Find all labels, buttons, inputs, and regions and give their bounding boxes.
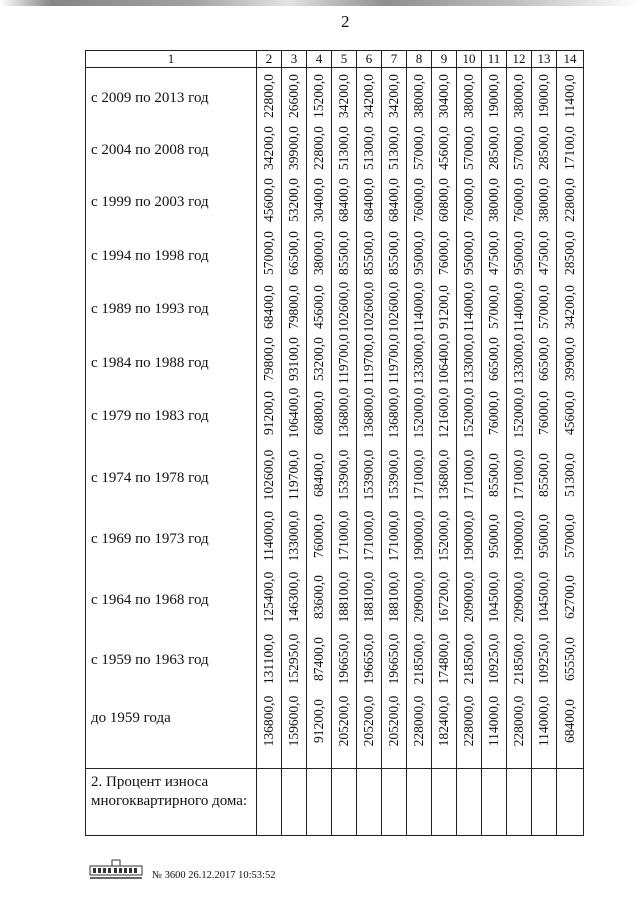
empty-cell: [257, 769, 282, 836]
header-cell: 9: [432, 51, 457, 68]
table-value: 85500,0: [361, 231, 376, 275]
value-column: [457, 68, 482, 769]
table-value: 28500,0: [486, 126, 501, 170]
table-value: 57000,0: [261, 231, 276, 275]
table-value: 28500,0: [562, 231, 577, 275]
empty-cell: [382, 769, 407, 836]
table-value: 136800,0: [261, 695, 276, 747]
table-value: 174800,0: [436, 633, 451, 685]
table-value: 153900,0: [386, 449, 401, 501]
value-column: [332, 68, 357, 769]
value-column: [307, 68, 332, 769]
table-value: 39900,0: [562, 337, 577, 381]
header-cell: 12: [507, 51, 532, 68]
table-value: 76000,0: [461, 178, 476, 222]
table-value: 114000,0: [411, 281, 426, 333]
table-value: 171000,0: [386, 510, 401, 562]
table-value: 182400,0: [436, 695, 451, 747]
table-value: 125400,0: [261, 571, 276, 623]
table-value: 119700,0: [286, 449, 301, 501]
empty-cell: [282, 769, 307, 836]
scan-artifact-line: [0, 0, 640, 6]
table-value: 190000,0: [511, 510, 526, 562]
table-value: 228000,0: [511, 695, 526, 747]
empty-cell: [357, 769, 382, 836]
page-number: 2: [341, 12, 350, 31]
empty-cell: [557, 769, 584, 836]
table-value: 152950,0: [286, 633, 301, 685]
table-value: 51300,0: [386, 126, 401, 170]
table-value: 22800,0: [311, 126, 326, 170]
table-value: 109250,0: [536, 633, 551, 685]
table-value: 93100,0: [286, 337, 301, 381]
table-value: 60800,0: [436, 178, 451, 222]
table-value: 106400,0: [436, 333, 451, 385]
table-value: 65550,0: [562, 637, 577, 681]
table-value: 76000,0: [436, 231, 451, 275]
table-value: 109250,0: [486, 633, 501, 685]
table-value: 76000,0: [536, 391, 551, 435]
table-value: 196650,0: [336, 633, 351, 685]
table-value: 38000,0: [486, 178, 501, 222]
table-value: 171000,0: [511, 449, 526, 501]
table-value: 85500,0: [386, 231, 401, 275]
table-value: 190000,0: [411, 510, 426, 562]
table-value: 30400,0: [311, 178, 326, 222]
header-cell: 14: [557, 51, 584, 68]
table-value: 119700,0: [361, 333, 376, 385]
table-value: 152000,0: [411, 387, 426, 439]
table-value: 34200,0: [361, 74, 376, 118]
table-value: 34200,0: [562, 285, 577, 329]
table-value: 114000,0: [261, 510, 276, 562]
table-value: 133000,0: [411, 333, 426, 385]
table-value: 68400,0: [311, 453, 326, 497]
header-cell: 3: [282, 51, 307, 68]
period-label: с 2009 по 2013 год: [91, 90, 209, 106]
empty-cell: [332, 769, 357, 836]
value-column: [432, 68, 457, 769]
table-value: 114000,0: [486, 695, 501, 747]
table-value: 205200,0: [386, 695, 401, 747]
table-value: 190000,0: [461, 510, 476, 562]
table-value: 153900,0: [361, 449, 376, 501]
value-column: [357, 68, 382, 769]
table-value: 38000,0: [461, 74, 476, 118]
table-value: 76000,0: [311, 514, 326, 558]
table-value: 76000,0: [486, 391, 501, 435]
table-value: 205200,0: [361, 695, 376, 747]
data-block-row: [86, 68, 584, 769]
table-value: 188100,0: [336, 571, 351, 623]
table-value: 133000,0: [461, 333, 476, 385]
table-value: 171000,0: [461, 449, 476, 501]
table-value: 11400,0: [562, 74, 577, 118]
period-label: с 1979 по 1983 год: [91, 408, 209, 424]
period-label: с 1964 по 1968 год: [91, 592, 209, 608]
table-value: 152000,0: [511, 387, 526, 439]
wear-percent-label-cell: [86, 769, 257, 836]
table-value: 119700,0: [336, 333, 351, 385]
table-value: 218500,0: [511, 633, 526, 685]
period-label: с 2004 по 2008 год: [91, 142, 209, 158]
table-value: 66500,0: [486, 337, 501, 381]
period-label: с 1959 по 1963 год: [91, 652, 209, 668]
period-label: с 1999 по 2003 год: [91, 194, 209, 210]
table-value: 38000,0: [511, 74, 526, 118]
table-value: 95000,0: [536, 514, 551, 558]
table-value: 95000,0: [486, 514, 501, 558]
table-value: 47500,0: [536, 231, 551, 275]
header-cell: 5: [332, 51, 357, 68]
table-value: 102600,0: [336, 281, 351, 333]
header-cell: 4: [307, 51, 332, 68]
table-value: 53200,0: [286, 178, 301, 222]
header-cell: 1: [86, 51, 257, 68]
wear-percent-label: 2. Процент износа многоквартирного дома:: [91, 774, 248, 809]
table-value: 38000,0: [411, 74, 426, 118]
table-value: 34200,0: [261, 126, 276, 170]
table-value: 119700,0: [386, 333, 401, 385]
table-value: 114000,0: [461, 281, 476, 333]
period-label: с 1969 по 1973 год: [91, 531, 209, 547]
header-cell: 6: [357, 51, 382, 68]
header-cell: 7: [382, 51, 407, 68]
period-label: с 1974 по 1978 год: [91, 470, 209, 486]
table-value: 68400,0: [261, 285, 276, 329]
value-column: [282, 68, 307, 769]
table-value: 91200,0: [436, 285, 451, 329]
table-value: 209000,0: [511, 571, 526, 623]
value-column: [557, 68, 584, 769]
period-label: с 1984 по 1988 год: [91, 355, 209, 371]
table-value: 133000,0: [286, 510, 301, 562]
empty-cell: [507, 769, 532, 836]
value-column: [407, 68, 432, 769]
empty-cell: [407, 769, 432, 836]
table-value: 76000,0: [411, 178, 426, 222]
header-cell: 11: [482, 51, 507, 68]
table-value: 95000,0: [461, 231, 476, 275]
table-value: 188100,0: [386, 571, 401, 623]
value-column: [257, 68, 282, 769]
table-value: 87400,0: [311, 637, 326, 681]
table-value: 106400,0: [286, 387, 301, 439]
table-value: 76000,0: [511, 178, 526, 222]
table-value: 85500,0: [536, 453, 551, 497]
header-cell: 2: [257, 51, 282, 68]
table-value: 131100,0: [261, 633, 276, 685]
table-value: 39900,0: [286, 126, 301, 170]
table-value: 153900,0: [336, 449, 351, 501]
table-value: 38000,0: [311, 231, 326, 275]
table-value: 57000,0: [461, 126, 476, 170]
table-value: 60800,0: [311, 391, 326, 435]
header-cell: 8: [407, 51, 432, 68]
wear-percent-row: [86, 769, 584, 836]
registry-stamp-logo: [88, 858, 144, 880]
table-value: 57000,0: [511, 126, 526, 170]
table-value: 205200,0: [336, 695, 351, 747]
table-value: 102600,0: [261, 449, 276, 501]
table-value: 68400,0: [386, 178, 401, 222]
table-value: 152000,0: [461, 387, 476, 439]
empty-cell: [457, 769, 482, 836]
period-label: с 1994 по 1998 год: [91, 248, 209, 264]
rates-table: [85, 50, 584, 836]
header-row: [86, 51, 584, 68]
table-value: 19000,0: [486, 74, 501, 118]
table-value: 79800,0: [261, 337, 276, 381]
table-value: 85500,0: [336, 231, 351, 275]
table-value: 30400,0: [436, 74, 451, 118]
table-value: 57000,0: [536, 285, 551, 329]
header-cell: 13: [532, 51, 557, 68]
table-value: 159600,0: [286, 695, 301, 747]
empty-cell: [432, 769, 457, 836]
value-column: [532, 68, 557, 769]
table-value: 171000,0: [336, 510, 351, 562]
table-value: 57000,0: [562, 514, 577, 558]
table-value: 19000,0: [536, 74, 551, 118]
table-value: 114000,0: [511, 281, 526, 333]
table-value: 38000,0: [536, 178, 551, 222]
table-value: 34200,0: [336, 74, 351, 118]
registry-stamp-text: № 3600 26.12.2017 10:53:52: [152, 870, 276, 881]
table-value: 196650,0: [361, 633, 376, 685]
table-value: 136800,0: [436, 449, 451, 501]
table-value: 95000,0: [411, 231, 426, 275]
value-column: [482, 68, 507, 769]
table-value: 22800,0: [562, 178, 577, 222]
empty-cell: [532, 769, 557, 836]
table-value: 136800,0: [336, 387, 351, 439]
table-value: 95000,0: [511, 231, 526, 275]
table-value: 45600,0: [311, 285, 326, 329]
table-value: 79800,0: [286, 285, 301, 329]
value-column: [507, 68, 532, 769]
value-column: [382, 68, 407, 769]
table-value: 114000,0: [536, 695, 551, 747]
table-value: 83600,0: [311, 575, 326, 619]
table-value: 152000,0: [436, 510, 451, 562]
table-value: 68400,0: [336, 178, 351, 222]
table-value: 53200,0: [311, 337, 326, 381]
table-value: 47500,0: [486, 231, 501, 275]
table-value: 102600,0: [361, 281, 376, 333]
table-value: 34200,0: [386, 74, 401, 118]
table-value: 26600,0: [286, 74, 301, 118]
table-value: 209000,0: [461, 571, 476, 623]
table-value: 104500,0: [536, 571, 551, 623]
table-value: 228000,0: [461, 695, 476, 747]
period-label: с 1989 по 1993 год: [91, 301, 209, 317]
table-value: 57000,0: [411, 126, 426, 170]
table-value: 15200,0: [311, 74, 326, 118]
table-value: 57000,0: [486, 285, 501, 329]
table-value: 68400,0: [361, 178, 376, 222]
table-value: 62700,0: [562, 575, 577, 619]
table-value: 167200,0: [436, 571, 451, 623]
table-value: 91200,0: [311, 699, 326, 743]
table-value: 45600,0: [261, 178, 276, 222]
table-value: 171000,0: [411, 449, 426, 501]
table-value: 188100,0: [361, 571, 376, 623]
table-value: 28500,0: [536, 126, 551, 170]
table-value: 51300,0: [562, 453, 577, 497]
table-value: 85500,0: [486, 453, 501, 497]
period-label: до 1959 года: [91, 710, 171, 726]
table-value: 146300,0: [286, 571, 301, 623]
table-value: 121600,0: [436, 387, 451, 439]
empty-cell: [307, 769, 332, 836]
empty-cell: [482, 769, 507, 836]
table-value: 51300,0: [361, 126, 376, 170]
table-value: 171000,0: [361, 510, 376, 562]
table-value: 104500,0: [486, 571, 501, 623]
table-value: 133000,0: [511, 333, 526, 385]
table-value: 102600,0: [386, 281, 401, 333]
table-value: 45600,0: [436, 126, 451, 170]
table-value: 209000,0: [411, 571, 426, 623]
table-value: 196650,0: [386, 633, 401, 685]
table-value: 66500,0: [536, 337, 551, 381]
table-value: 17100,0: [562, 126, 577, 170]
table-value: 228000,0: [411, 695, 426, 747]
table-value: 51300,0: [336, 126, 351, 170]
table-value: 22800,0: [261, 74, 276, 118]
table-value: 45600,0: [562, 391, 577, 435]
table-value: 68400,0: [562, 699, 577, 743]
header-cell: 10: [457, 51, 482, 68]
table-value: 218500,0: [411, 633, 426, 685]
period-label-column: [86, 68, 257, 769]
table-value: 136800,0: [361, 387, 376, 439]
table-value: 66500,0: [286, 231, 301, 275]
table-value: 136800,0: [386, 387, 401, 439]
table-value: 91200,0: [261, 391, 276, 435]
table-value: 218500,0: [461, 633, 476, 685]
